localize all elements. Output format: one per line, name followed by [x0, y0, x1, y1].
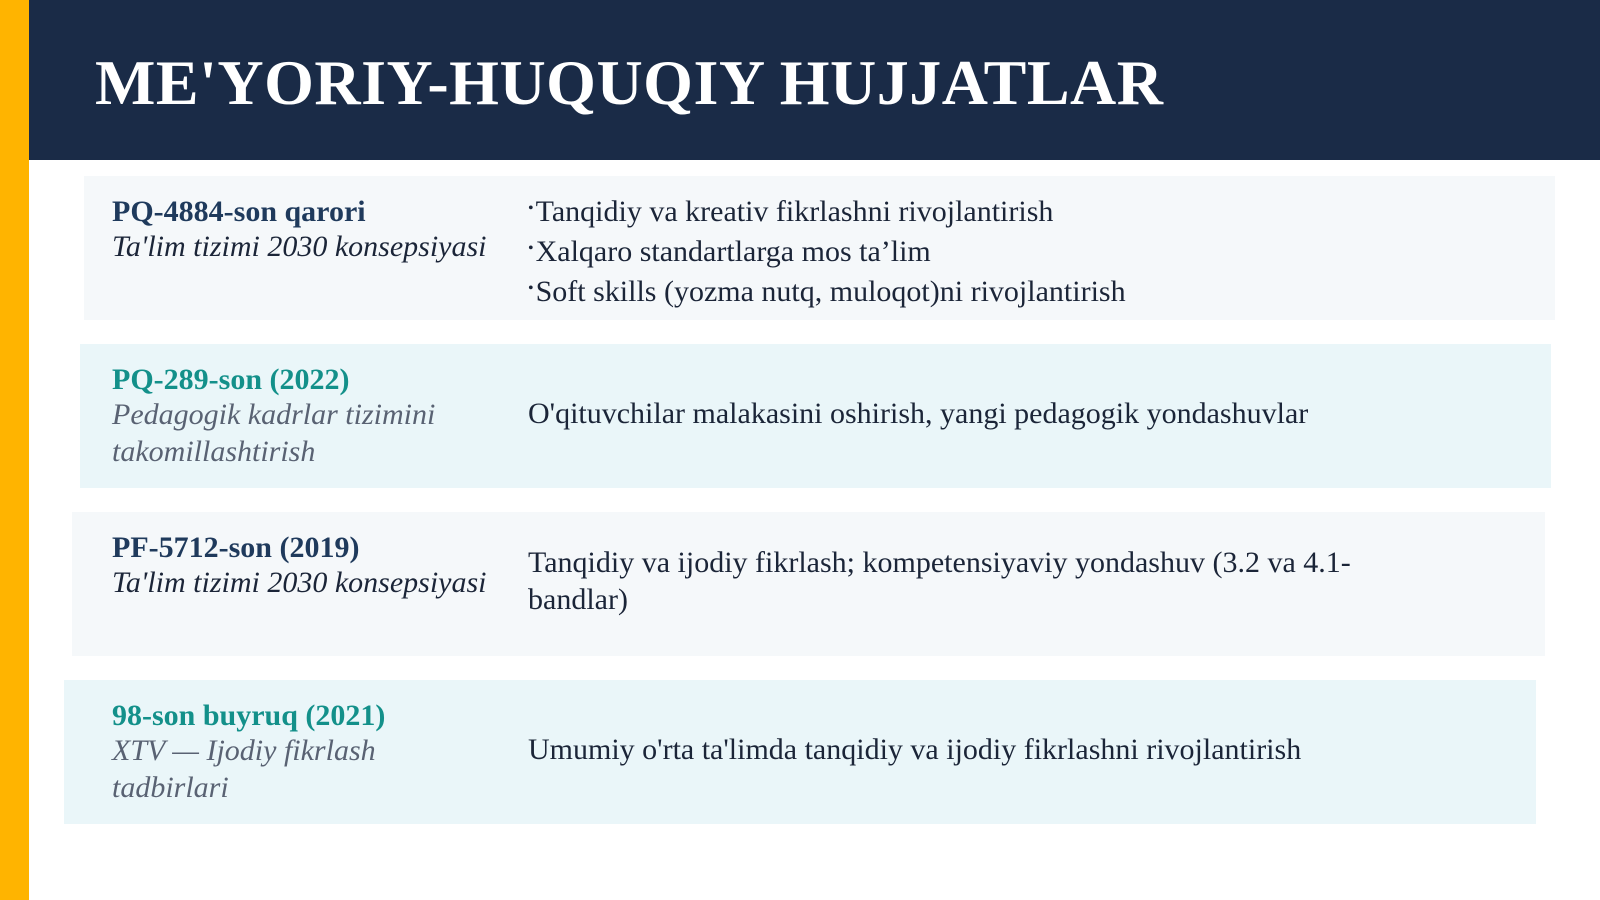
page-title: ME'YORIY-HUQUQIY HUJJATLAR [95, 47, 1164, 118]
document-subtitle: XTV — Ijodiy fikrlash tadbirlari [112, 734, 376, 804]
document-description-4: Umumiy o'rta ta'limda tanqidiy va ijodiy fikrlashni rivojlantirish [528, 733, 1302, 766]
bullet-text: Xalqaro standartlarga mos ta’lim [535, 235, 931, 268]
accent-bar [0, 0, 29, 900]
document-description-1 [528, 190, 1428, 310]
header-banner [29, 0, 1600, 160]
document-subtitle: Ta'lim tizimi 2030 konsepsiyasi [112, 230, 487, 263]
bullet-icon: • [528, 280, 534, 297]
document-description-3: Tanqidiy va ijodiy fikrlash; kompetensiyaviy yondashuv (3.2 va 4.1-bandlar) [528, 546, 1351, 616]
document-code: 98-son buyruq (2021) [112, 699, 386, 732]
document-info-3 [112, 532, 492, 601]
bullet-text: Tanqidiy va kreativ fikrlashni rivojlantirish [535, 195, 1054, 228]
bullet-item [528, 230, 1428, 270]
document-description-2: O'qituvchilar malakasini oshirish, yangi pedagogik yondashuvlar [528, 397, 1309, 430]
bullet-icon: • [528, 200, 534, 217]
document-subtitle: Pedagogik kadrlar tizimini takomillashtirish [112, 398, 436, 468]
document-code: PF-5712-son (2019) [112, 531, 360, 564]
bullet-item [528, 270, 1428, 310]
document-info-2 [112, 364, 492, 470]
document-code: PQ-4884-son qarori [112, 195, 366, 228]
document-info-4 [112, 700, 492, 806]
bullet-text: Soft skills (yozma nutq, muloqot)ni rivojlantirish [535, 275, 1126, 308]
document-subtitle: Ta'lim tizimi 2030 konsepsiyasi [112, 566, 487, 599]
document-info-1 [112, 196, 492, 265]
bullet-icon: • [528, 240, 534, 257]
bullet-list [528, 190, 1428, 310]
bullet-item [528, 190, 1428, 230]
document-code: PQ-289-son (2022) [112, 363, 350, 396]
